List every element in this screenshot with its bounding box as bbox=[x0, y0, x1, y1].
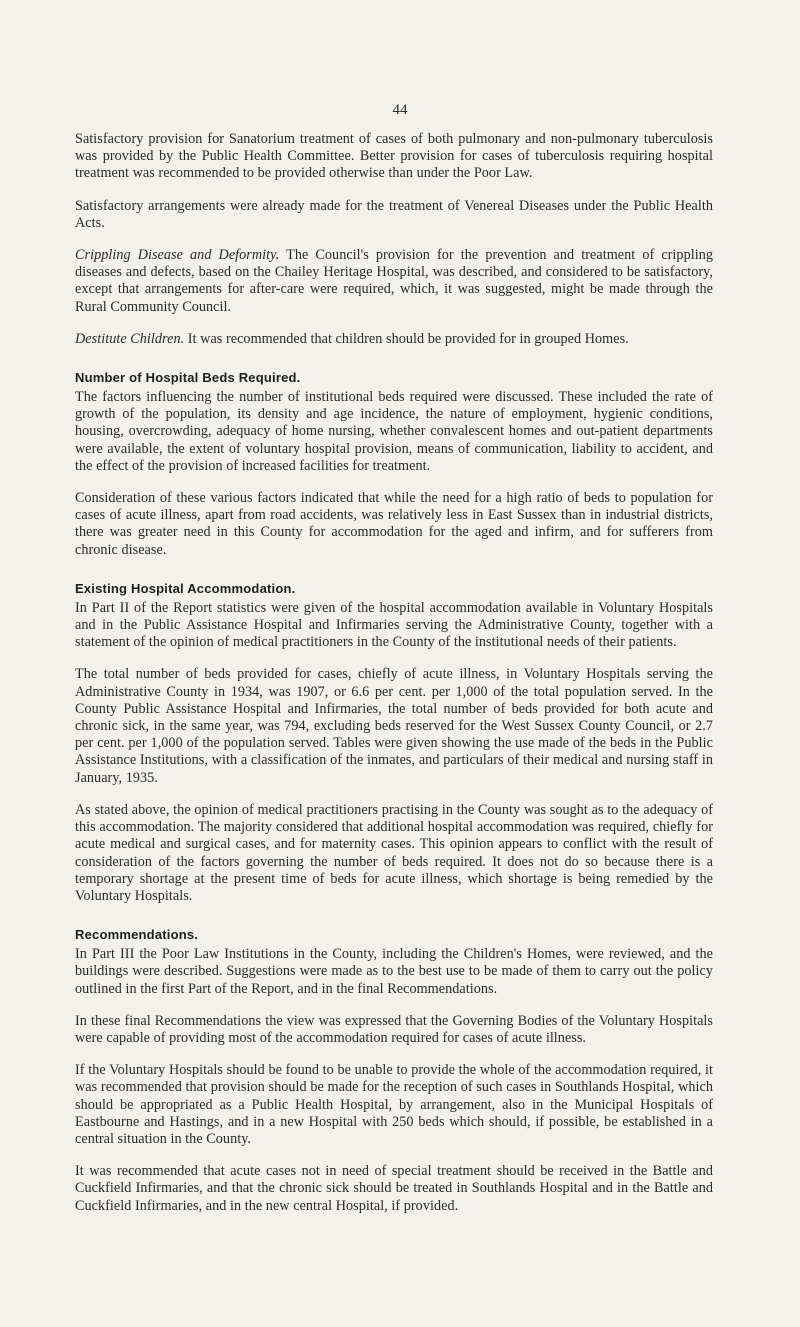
document-body bbox=[75, 131, 713, 1230]
paragraph bbox=[75, 1163, 713, 1215]
paragraph bbox=[75, 946, 713, 998]
paragraph bbox=[75, 666, 713, 786]
paragraph bbox=[75, 802, 713, 905]
paragraph-text: In Part III the Poor Law Institutions in the County, including the Children's Homes, were reviewed, and the buildings were described. Suggestions were made as to the best use to be made of them to carry out the policy outlined in the first Part of the Report, and in the final Recommendations. bbox=[75, 946, 713, 997]
paragraph bbox=[75, 1062, 713, 1148]
paragraph-text: It was recommended that acute cases not in need of special treatment should be received in the Battle and Cuckfield Infirmaries, and that the chronic sick should be treated in Southlands Hospital and in the Battle and Cuckfield Infirmaries, and in the new central Hospital, if provided. bbox=[75, 1163, 713, 1214]
paragraph-text: Consideration of these various factors indicated that while the need for a high ratio of beds to population for cases of acute illness, apart from road accidents, was relatively less in East Sussex than in industrial districts, there was greater need in this County for accommodation for the aged and infirm, and for sufferers from chronic disease. bbox=[75, 490, 713, 558]
paragraph-text: If the Voluntary Hospitals should be found to be unable to provide the whole of the accommodation required, it was recommended that provision should be made for the reception of such cases in Southlands Hospital, which should be appropriated as a Public Health Hospital, by arrangement, also in the Municipal Hospitals of Eastbourne and Hastings, and in a new Hospital with 250 beds which should, if possible, be established in a central situation in the County. bbox=[75, 1062, 713, 1147]
paragraph bbox=[75, 600, 713, 652]
section-heading: Existing Hospital Accommodation. bbox=[75, 580, 296, 596]
page-number: 44 bbox=[392, 102, 408, 118]
paragraph bbox=[75, 198, 713, 232]
paragraph-text: As stated above, the opinion of medical practitioners practising in the County was sought as to the adequacy of this accommodation. The majority considered that additional hospital accommodation was required, chiefly for acute medical and surgical cases, and for maternity cases. This opinion appears to conflict with the result of consideration of the factors governing the number of beds required. It does not do so because there is a temporary shortage at the present time of beds for acute illness, which shortage is being remedied by the Voluntary Hospitals. bbox=[75, 801, 713, 904]
paragraph-text: In Part II of the Report statistics were given of the hospital accommodation available in Voluntary Hospitals and in the Public Assistance Hospital and Infirmaries serving the Administrative County, together with a statement of the opinion of medical practitioners in the County of the institutional needs of their patients. bbox=[75, 599, 713, 651]
paragraph bbox=[75, 1013, 713, 1047]
paragraph-lead-in: Crippling Disease and Deformity. bbox=[75, 247, 280, 264]
paragraph-text: The total number of beds provided for cases, chiefly of acute illness, in Voluntary Hospitals serving the Administrative County in 1934, was 1907, or 6.6 per cent. per 1,000 of the total population served. In the County Public Assistance Hospital and Infirmaries, the total number of beds provided for both acute and chronic sick, in the same year, was 794, excluding beds reserved for the West Sussex County Council, or 2.7 per cent. per 1,000 of the population served. Tables were given showing the use made of the beds in the Public Assistance Institutions, with a classification of the inmates, and particulars of their medical and nursing staff in January, 1935. bbox=[75, 666, 713, 786]
paragraph bbox=[75, 247, 713, 316]
paragraph-text: Satisfactory arrangements were already made for the treatment of Venereal Diseases under the Public Health Acts. bbox=[75, 197, 713, 231]
paragraph-lead-in: Destitute Children. bbox=[75, 330, 185, 347]
paragraph-text: The factors influencing the number of institutional beds required were discussed. These included the rate of growth of the population, its density and age incidence, the nature of employment, hygienic conditions, housing, overcrowding, adequacy of home nursing, whether convalescent homes and out-patient departments were available, the extent of voluntary hospital provision, means of communication, liability to accident, and the effect of the provision of increased facilities for treatment. bbox=[75, 389, 713, 474]
paragraph bbox=[75, 331, 713, 348]
section-heading: Number of Hospital Beds Required. bbox=[75, 370, 301, 386]
paragraph bbox=[75, 131, 713, 183]
paragraph bbox=[75, 389, 713, 475]
paragraph-text: The Council's provision for the prevention and treatment of crippling diseases and defects, based on the Chailey Heritage Hospital, was described, and considered to be satisfactory, except that arrangements for after-care were required, which, it was suggested, might be made through the Rural Community Council. bbox=[75, 247, 713, 315]
section-heading: Recommendations. bbox=[75, 927, 199, 943]
paragraph-text: In these final Recommendations the view was expressed that the Governing Bodies of the Voluntary Hospitals were capable of providing most of the accommodation required for cases of acute illness. bbox=[75, 1012, 713, 1046]
paragraph-text: Satisfactory provision for Sanatorium treatment of cases of both pulmonary and non-pulmonary tuberculosis was provided by the Public Health Committee. Better provision for cases of tuberculosis requiring hospital treatment was recommended to be provided otherwise than under the Poor Law. bbox=[75, 131, 713, 182]
paragraph bbox=[75, 490, 713, 559]
paragraph-text: It was recommended that children should be provided for in grouped Homes. bbox=[184, 330, 629, 347]
